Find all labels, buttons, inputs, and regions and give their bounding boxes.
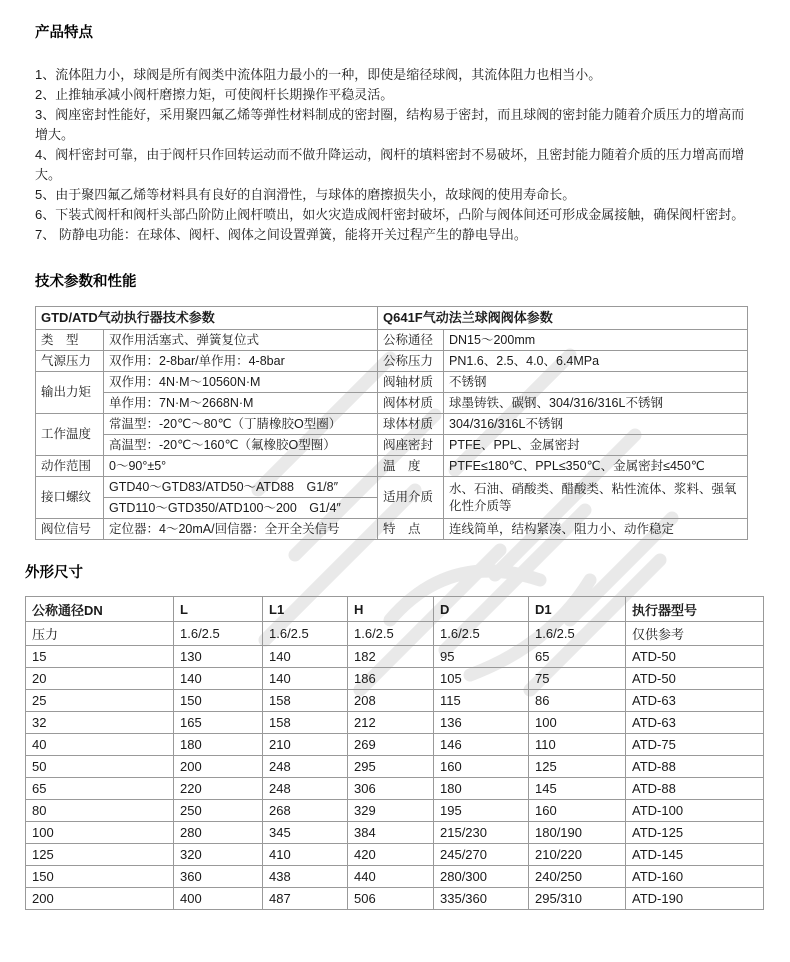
table-cell: ATD-63 — [626, 712, 764, 734]
tech-value: PTFE≤180℃、PPL≤350℃、金属密封≤450℃ — [444, 456, 748, 477]
table-cell: 158 — [263, 712, 348, 734]
table-cell: 75 — [529, 668, 626, 690]
table-cell: 420 — [348, 844, 434, 866]
table-cell: 180 — [434, 778, 529, 800]
features-title: 产品特点 — [35, 25, 93, 41]
tech-value: DN15～200mm — [444, 330, 748, 351]
tech-value: 连线简单，结构紧凑、阻力小、动作稳定 — [444, 519, 748, 540]
tech-value: 定位器：4～20mA/回信器：全开全关信号 — [104, 519, 378, 540]
table-cell: 1.6/2.5 — [174, 622, 263, 646]
dims-header-row — [26, 597, 764, 622]
tech-value: 高温型：-20℃～160℃（氟橡胶O型圈） — [104, 435, 378, 456]
table-row — [26, 778, 764, 800]
table-cell: 65 — [529, 646, 626, 668]
table-cell: ATD-125 — [626, 822, 764, 844]
dims-header-cell: D1 — [529, 597, 626, 622]
tech-label: 接口螺纹 — [36, 477, 104, 519]
dimensions-section — [25, 565, 748, 910]
tech-label: 气源压力 — [36, 351, 104, 372]
tech-value: 双作用：2-8bar/单作用：4-8bar — [104, 351, 378, 372]
tech-value: PTFE、PPL、金属密封 — [444, 435, 748, 456]
dims-pressure-row — [26, 622, 764, 646]
table-row — [26, 734, 764, 756]
tech-value: 不锈钢 — [444, 372, 748, 393]
tech-label: 阀位信号 — [36, 519, 104, 540]
table-cell: 1.6/2.5 — [434, 622, 529, 646]
table-row — [36, 372, 748, 393]
table-cell: ATD-50 — [626, 668, 764, 690]
table-cell: 180 — [174, 734, 263, 756]
table-cell: 240/250 — [529, 866, 626, 888]
table-cell: 1.6/2.5 — [529, 622, 626, 646]
tech-value: 水、石油、硝酸类、醋酸类、粘性流体、浆料、强氧化性介质等 — [444, 477, 748, 519]
table-cell: ATD-50 — [626, 646, 764, 668]
tech-params-table — [35, 306, 748, 540]
table-row — [36, 351, 748, 372]
tech-label: 阀轴材质 — [378, 372, 444, 393]
tech-label: 类 型 — [36, 330, 104, 351]
tech-value: PN1.6、2.5、4.0、6.4MPa — [444, 351, 748, 372]
dimensions-title: 外形尺寸 — [25, 565, 83, 581]
table-cell: 130 — [174, 646, 263, 668]
table-row — [26, 712, 764, 734]
table-cell: 384 — [348, 822, 434, 844]
table-cell: 95 — [434, 646, 529, 668]
table-cell: 1.6/2.5 — [348, 622, 434, 646]
table-cell: 506 — [348, 888, 434, 910]
table-row — [36, 414, 748, 435]
table-row — [26, 800, 764, 822]
table-cell: 280 — [174, 822, 263, 844]
table-cell: 200 — [26, 888, 174, 910]
table-row — [26, 888, 764, 910]
table-cell: 160 — [529, 800, 626, 822]
table-row — [36, 435, 748, 456]
tech-label: 动作范围 — [36, 456, 104, 477]
table-cell: 295/310 — [529, 888, 626, 910]
table-cell: 110 — [529, 734, 626, 756]
table-cell: 40 — [26, 734, 174, 756]
tech-label: 球体材质 — [378, 414, 444, 435]
table-row — [36, 519, 748, 540]
table-row — [36, 456, 748, 477]
table-cell: ATD-160 — [626, 866, 764, 888]
table-cell: 15 — [26, 646, 174, 668]
table-cell: ATD-145 — [626, 844, 764, 866]
table-cell: 268 — [263, 800, 348, 822]
table-cell: 160 — [434, 756, 529, 778]
table-cell: 295 — [348, 756, 434, 778]
table-row — [36, 330, 748, 351]
table-cell: 1.6/2.5 — [263, 622, 348, 646]
tech-value: 0～90°±5° — [104, 456, 378, 477]
dims-header-cell: 公称通径DN — [26, 597, 174, 622]
table-cell: 25 — [26, 690, 174, 712]
feature-item: 3、阀座密封性能好，采用聚四氟乙烯等弹性材料制成的密封圈，结构易于密封，而且球阀的密封能力随着介质压力的增高而增大。 — [35, 107, 745, 142]
tech-value: 单作用：7N·M～2668N·M — [104, 393, 378, 414]
dimensions-table — [25, 596, 764, 910]
table-cell: 320 — [174, 844, 263, 866]
tech-value: 304/316/316L不锈钢 — [444, 414, 748, 435]
tech-label: 适用介质 — [378, 477, 444, 519]
dims-header-cell: D — [434, 597, 529, 622]
table-row — [36, 477, 748, 498]
table-cell: 438 — [263, 866, 348, 888]
feature-item: 6、下装式阀杆和阀杆头部凸阶防止阀杆喷出，如火灾造成阀杆密封破坏，凸阶与阀体间还可形成金属接触，确保阀杆密封。 — [35, 207, 745, 222]
table-cell: 410 — [263, 844, 348, 866]
tech-label: 温 度 — [378, 456, 444, 477]
table-cell: 360 — [174, 866, 263, 888]
table-cell: 压力 — [26, 622, 174, 646]
table-row — [26, 756, 764, 778]
tech-value: 双作用：4N·M～10560N·M — [104, 372, 378, 393]
table-row — [26, 690, 764, 712]
tech-label: 特 点 — [378, 519, 444, 540]
table-cell: 165 — [174, 712, 263, 734]
tech-header-row — [36, 307, 748, 330]
table-cell: 180/190 — [529, 822, 626, 844]
table-cell: 220 — [174, 778, 263, 800]
tech-value: 球墨铸铁、碳钢、304/316/316L不锈钢 — [444, 393, 748, 414]
table-cell: ATD-100 — [626, 800, 764, 822]
table-cell: 86 — [529, 690, 626, 712]
table-cell: 245/270 — [434, 844, 529, 866]
table-cell: 329 — [348, 800, 434, 822]
table-cell: 140 — [263, 668, 348, 690]
table-cell: 269 — [348, 734, 434, 756]
tech-value: 双作用活塞式、弹簧复位式 — [104, 330, 378, 351]
tech-label: 工作温度 — [36, 414, 104, 456]
table-cell: ATD-75 — [626, 734, 764, 756]
table-cell: 248 — [263, 756, 348, 778]
feature-item: 1、流体阻力小，球阀是所有阀类中流体阻力最小的一种，即使是缩径球阀，其流体阻力也相当小。 — [35, 67, 602, 82]
tech-value: GTD110～GTD350/ATD100～200 G1/4″ — [104, 498, 378, 519]
table-cell: 487 — [263, 888, 348, 910]
table-cell: 100 — [529, 712, 626, 734]
table-cell: 146 — [434, 734, 529, 756]
dims-header-cell: H — [348, 597, 434, 622]
table-cell: 150 — [26, 866, 174, 888]
table-row — [26, 646, 764, 668]
table-cell: 210 — [263, 734, 348, 756]
table-cell: 158 — [263, 690, 348, 712]
table-cell: 182 — [348, 646, 434, 668]
table-cell: 115 — [434, 690, 529, 712]
table-cell: ATD-63 — [626, 690, 764, 712]
dims-header-cell: L — [174, 597, 263, 622]
dims-header-cell: 执行器型号 — [626, 597, 764, 622]
feature-item: 5、由于聚四氟乙烯等材料具有良好的自润滑性，与球体的磨擦损失小，故球阀的使用寿命长。 — [35, 187, 576, 202]
table-cell: 186 — [348, 668, 434, 690]
table-row — [26, 668, 764, 690]
table-cell: 125 — [529, 756, 626, 778]
table-cell: 80 — [26, 800, 174, 822]
tech-label: 公称通径 — [378, 330, 444, 351]
tech-params-title: 技术参数和性能 — [35, 274, 137, 290]
tech-left-header: GTD/ATD气动执行器技术参数 — [36, 307, 378, 330]
table-cell: 215/230 — [434, 822, 529, 844]
table-cell: 100 — [26, 822, 174, 844]
table-row — [26, 866, 764, 888]
table-cell: 250 — [174, 800, 263, 822]
table-cell: 248 — [263, 778, 348, 800]
table-row — [26, 844, 764, 866]
table-cell: 210/220 — [529, 844, 626, 866]
tech-value: 常温型：-20℃～80℃（丁腈橡胶O型圈） — [104, 414, 378, 435]
table-cell: 280/300 — [434, 866, 529, 888]
table-cell: 345 — [263, 822, 348, 844]
tech-label: 输出力矩 — [36, 372, 104, 414]
table-cell: 仅供参考 — [626, 622, 764, 646]
table-cell: 306 — [348, 778, 434, 800]
table-cell: 440 — [348, 866, 434, 888]
table-cell: 32 — [26, 712, 174, 734]
table-cell: 140 — [263, 646, 348, 668]
tech-label: 公称压力 — [378, 351, 444, 372]
table-row — [26, 822, 764, 844]
table-cell: 150 — [174, 690, 263, 712]
tech-value: GTD40～GTD83/ATD50～ATD88 G1/8″ — [104, 477, 378, 498]
table-cell: 208 — [348, 690, 434, 712]
tech-right-header: Q641F气动法兰球阀阀体参数 — [378, 307, 748, 330]
table-cell: 200 — [174, 756, 263, 778]
table-cell: ATD-88 — [626, 756, 764, 778]
feature-item: 4、阀杆密封可靠，由于阀杆只作回转运动而不做升降运动，阀杆的填料密封不易破坏，且密封能力随着介质的压力增高而增大。 — [35, 147, 745, 182]
table-cell: 400 — [174, 888, 263, 910]
features-list — [35, 65, 748, 245]
table-cell: 136 — [434, 712, 529, 734]
table-cell: ATD-88 — [626, 778, 764, 800]
table-cell: 195 — [434, 800, 529, 822]
table-cell: 125 — [26, 844, 174, 866]
table-cell: 20 — [26, 668, 174, 690]
table-cell: ATD-190 — [626, 888, 764, 910]
feature-item: 2、止推轴承减小阀杆磨擦力矩，可使阀杆长期操作平稳灵活。 — [35, 87, 394, 102]
table-cell: 212 — [348, 712, 434, 734]
table-cell: 105 — [434, 668, 529, 690]
dims-header-cell: L1 — [263, 597, 348, 622]
table-cell: 65 — [26, 778, 174, 800]
feature-item: 7、 防静电功能：在球体、阀杆、阀体之间设置弹簧，能将开关过程产生的静电导出。 — [35, 227, 527, 242]
table-cell: 335/360 — [434, 888, 529, 910]
table-cell: 145 — [529, 778, 626, 800]
table-cell: 50 — [26, 756, 174, 778]
tech-label: 阀体材质 — [378, 393, 444, 414]
table-cell: 140 — [174, 668, 263, 690]
table-row — [36, 393, 748, 414]
tech-label: 阀座密封 — [378, 435, 444, 456]
